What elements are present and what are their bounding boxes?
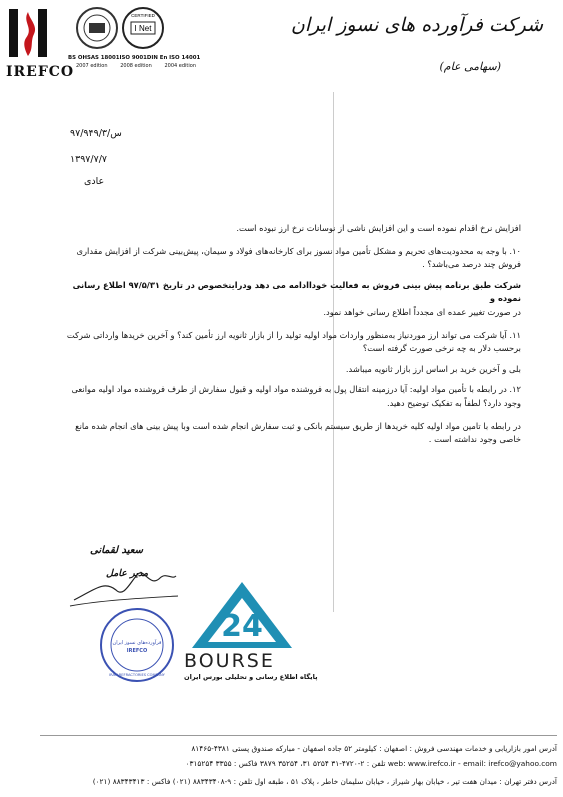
- answer-12: در رابطه با تامین مواد اولیه کلیه خریدها از طریق سیستم بانکی و ثبت سفارش انجام شده است وبا پیش بینی های انجام شده مانع خاصی وجود نداشته است .: [75, 420, 521, 445]
- company-legal-type: (سهامی عام): [439, 60, 501, 73]
- certificate-seal-icon: [75, 6, 119, 50]
- letter-body: [58, 222, 521, 454]
- question-11: ۱۱. آیا شرکت می تواند ارز موردنیاز به‌منظور واردات مواد اولیه تولید را از بازار ثانویه ارز تأمین کند؟ و آخرین خریدها وارداتی شرکت برحسب دلار به چه نرخی صورت گرفته است؟: [66, 329, 521, 354]
- irefco-logo-icon: [8, 8, 48, 58]
- signature-scribble: [64, 560, 184, 612]
- footer-contact: web: www.irefco.ir - email: irefco@yahoo.com تلفن : ۲-۴۷۲۰-۳۱ ۵۲۵۴ ۳۱، ۳۵۲۵۴ ۳۸۷۹ فاکس : ۳۳۵۵ ۰۳۱۵۲۵۴: [185, 759, 557, 768]
- cert-edition: 2007 edition: [76, 63, 108, 69]
- stamp-sub: IRAN REFRACTORIES COMPANY: [109, 673, 165, 677]
- cert-edition: 2004 edition: [164, 63, 196, 69]
- cert-iso9001: [118, 6, 168, 50]
- cert-ohsas: [72, 6, 122, 50]
- letter-number: ۹۷/۹۴۹/۳/س: [70, 128, 122, 139]
- bourse-logo-icon: [184, 580, 304, 654]
- cert-name: ISO 9001: [119, 55, 147, 61]
- bourse-tagline: پایگاه اطلاع رسانی و تحلیلی بورس ایران: [184, 673, 318, 681]
- company-name: شرکت فرآورده های نسوز ایران: [290, 14, 543, 36]
- bourse-number: 24: [221, 609, 263, 644]
- cert-name: DIN En ISO 14001: [146, 55, 201, 61]
- question-10: ۱۰. با وجه به محدودیت‌های تحریم و مشکل تأمین مواد نسوز برای کارخانه‌های فولاد و سیمان، پیش‌بینی شرکت از افزایش مقداری فروش چند درصد می‌باشد؟ .: [76, 245, 521, 270]
- letter-priority: عادی: [84, 176, 105, 187]
- paragraph: افزایش نرخ اقدام نموده است و این افزایش ناشی از نوسانات نرخ ارز نبوده است.: [236, 223, 521, 233]
- cert-names: [68, 55, 201, 61]
- question-12: ۱۲. در رابطه با تأمین مواد اولیه: آیا درزمینه انتقال پول به فروشنده مواد اولیه و قبول سفارش از طرف فروشنده مواد اولیه موانعی وجود دارد؟ لطفاً به تفکیک توضیح دهید.: [71, 384, 521, 408]
- brand-name: IREFCO: [6, 64, 75, 80]
- footer-address-tehran: آدرس دفتر تهران : میدان هفت تیر ، خیابان بهار شیراز ، خیابان سلیمان خاطر ، پلاک ۵۱ ، طبقه اول تلفن : ۹-۸۸۳۴۳۴۰۸ (۰۲۱) فاکس : ۸۸۳۴۳۴۱۳ (۰۲۱): [92, 777, 557, 786]
- stamp-center: IREFCO: [126, 648, 148, 654]
- answer-10-cont: در صورت تغییر عمده ای مجدداً اطلاع رسانی خواهد نمود.: [323, 306, 521, 317]
- bourse-wordmark: BOURSE: [184, 650, 275, 672]
- answer-10: شرکت طبق برنامه پیش بینی فروش به فعالیت خوداادامه می دهد ودراینخصوص در تاریخ ۹۷/۵/۳۱ اطلاع رسانی نموده و: [72, 279, 521, 304]
- cert-badge-text: I Net: [134, 24, 152, 33]
- footer-address-isfahan: آدرس امور بازاریابی و خدمات مهندسی فروش : اصفهان : کیلومتر ۵۲ جاده اصفهان - مبارکه صندوق پستی ۴۳۸۱-۸۱۴۶۵: [191, 744, 557, 753]
- footer-rule: [40, 735, 557, 736]
- answer-11: بلی و آخرین خرید بر اساس ارز بازار ثانویه میباشد.: [345, 363, 521, 374]
- letter-date: ۱۳۹۷/۷/۷: [70, 154, 108, 165]
- cert-editions: [76, 63, 196, 69]
- company-stamp: [98, 606, 176, 688]
- certified-badge-icon: [121, 6, 165, 50]
- cert-badge-top: CERTIFIED: [131, 13, 155, 18]
- cert-name: BS OHSAS 18001: [68, 55, 120, 61]
- signatory-title: مدیر عامل: [106, 568, 149, 579]
- signatory-name: سعید لقمانی: [90, 545, 144, 556]
- stamp-text: فرآورده‌های نسوز ایران: [112, 640, 162, 646]
- cert-edition: 2008 edition: [120, 63, 152, 69]
